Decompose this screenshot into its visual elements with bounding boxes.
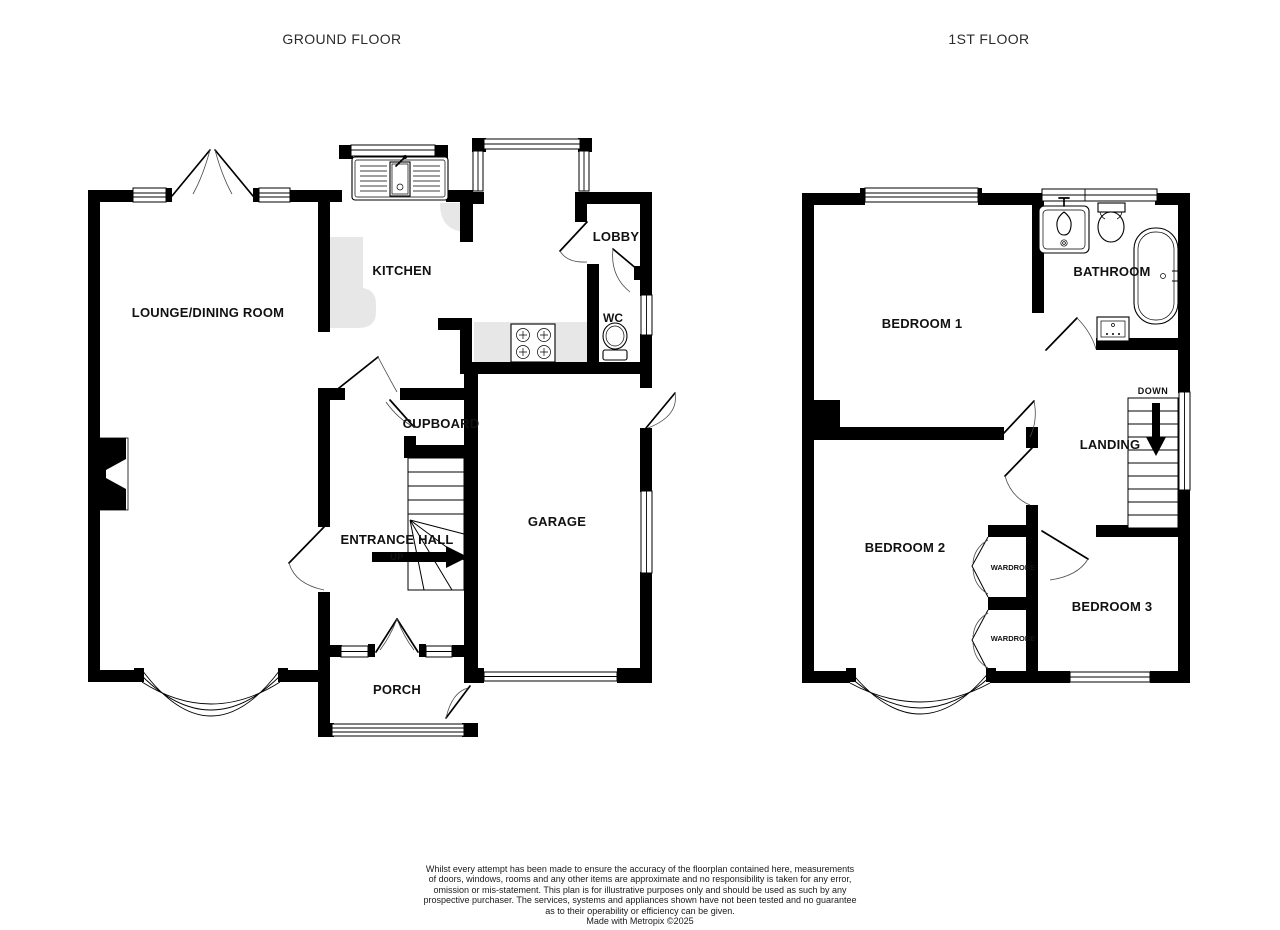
- ground-floor-plan: [88, 138, 675, 737]
- room-label-bedroom1: BEDROOM 1: [881, 316, 963, 331]
- wc-window: [641, 295, 652, 335]
- disclaimer-line: Whilst every attempt has been made to ensure the accuracy of the floorplan contained here, measurements: [425, 864, 855, 874]
- room-label-cupboard: CUPBOARD: [402, 416, 480, 431]
- garage-door: [484, 672, 617, 681]
- room-label-kitchen: KITCHEN: [372, 263, 432, 278]
- wardrobe2-doors: [972, 610, 988, 671]
- ground-floor-windows: [133, 139, 652, 736]
- toilet-icon: [1098, 203, 1125, 242]
- kitchen-sink-unit: [352, 155, 448, 200]
- room-label-garage: GARAGE: [527, 514, 587, 529]
- kitchen-sink-window: [351, 145, 435, 156]
- metropix-credit: Made with Metropix ©2025: [586, 916, 694, 927]
- bedroom3-door: [1042, 531, 1088, 580]
- bathroom-sink-icon: [1039, 198, 1089, 253]
- bedroom2-bow-window: [850, 671, 990, 714]
- wardrobe1-doors: [972, 537, 988, 597]
- first-floor-stairs: [1128, 398, 1178, 528]
- ground-floor-stairs: [372, 458, 468, 590]
- room-label-entrance-hall: ENTRANCE HALL: [340, 532, 454, 547]
- landing-window: [1179, 392, 1190, 490]
- bedroom3-window: [1070, 672, 1150, 682]
- ground-floor-walls: [88, 138, 652, 737]
- room-label-bedroom3: BEDROOM 3: [1071, 599, 1153, 614]
- bathroom-window: [1042, 189, 1157, 201]
- ground-floor-labels: [132, 229, 640, 697]
- porch-side-door: [446, 686, 470, 718]
- disclaimer-line: prospective purchaser. The services, systems and appliances shown have not been tested and no guarantee: [423, 895, 857, 906]
- hob-icon: [511, 324, 555, 362]
- radiator-icon: [1097, 317, 1129, 341]
- garage-window: [641, 491, 652, 573]
- back-bay-windows: [473, 139, 589, 191]
- lobby-back-door: [560, 222, 587, 262]
- first-floor-plan: [802, 188, 1190, 714]
- garage-side-door: [646, 393, 675, 428]
- bedroom2-door: [1005, 448, 1032, 505]
- kitchen-door: [334, 357, 397, 392]
- room-label-lounge: LOUNGE/DINING ROOM: [131, 305, 285, 320]
- disclaimer: [0, 864, 1280, 926]
- lounge-door: [289, 527, 324, 590]
- wardrobe1-label: WARDROBE: [990, 563, 1036, 572]
- bedroom1-window: [865, 188, 978, 202]
- disclaimer-line: as to their operability or efficiency can be given.: [545, 905, 735, 916]
- lounge-french-doors: [172, 150, 253, 196]
- first-floor-title: 1ST FLOOR: [948, 31, 1030, 47]
- disclaimer-line: of doors, windows, rooms and any other items are approximate and no responsibility is taken for any error,: [428, 874, 852, 885]
- wc-toilet-icon: [603, 323, 627, 360]
- ground-floor-title: GROUND FLOOR: [282, 31, 402, 47]
- stairs-up-label: UP: [390, 552, 404, 562]
- bathroom-door: [1046, 318, 1096, 350]
- wardrobe2-label: WARDROBE: [990, 634, 1036, 643]
- room-label-porch: PORCH: [373, 682, 421, 697]
- room-label-bathroom: BATHROOM: [1073, 264, 1151, 279]
- room-label-landing: LANDING: [1079, 437, 1141, 452]
- porch-hall-doors: [376, 619, 418, 652]
- room-label-wc: WC: [603, 311, 623, 325]
- room-label-bedroom2: BEDROOM 2: [864, 540, 946, 555]
- lounge-window-left: [133, 188, 166, 202]
- room-label-lobby: LOBBY: [592, 229, 640, 244]
- lounge-bow-window: [142, 670, 280, 716]
- disclaimer-line: omission or mis-statement. This plan is for illustrative purposes only and should be used as such by any: [433, 884, 847, 895]
- lounge-window-right: [259, 188, 290, 202]
- stairs-down-label: DOWN: [1137, 386, 1169, 396]
